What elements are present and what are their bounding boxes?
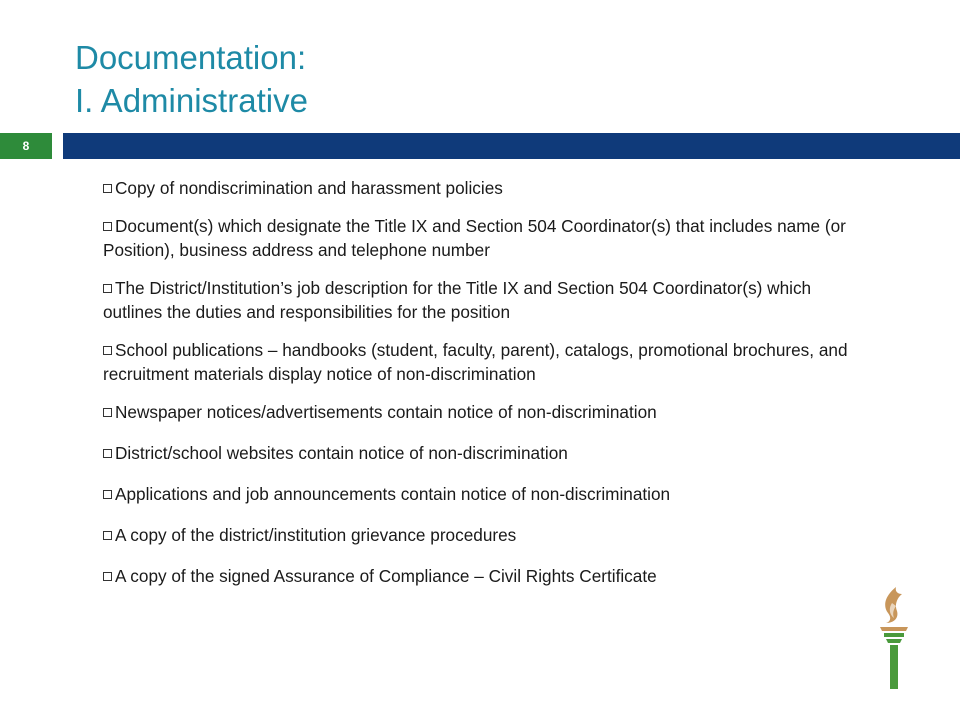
list-item [103, 338, 863, 386]
slide-title-line1: Documentation: [75, 39, 307, 76]
list-item [103, 276, 863, 324]
checkbox-square-icon [103, 222, 112, 231]
torch-band [884, 633, 904, 637]
list-item [103, 482, 863, 506]
header-rule-bar [63, 133, 960, 159]
list-item-text: School publications – handbooks (student, faculty, parent), catalogs, promotional brochures, and recruitment materials display notice of non-discrimination [103, 340, 848, 384]
slide-title [75, 36, 308, 122]
list-item [103, 523, 863, 547]
checkbox-square-icon [103, 284, 112, 293]
documentation-checklist [103, 176, 863, 602]
checkbox-square-icon [103, 572, 112, 581]
page-number-badge: 8 [0, 133, 52, 159]
torch-collar [886, 639, 902, 643]
list-item-text: A copy of the signed Assurance of Compliance – Civil Rights Certificate [115, 566, 657, 586]
list-item [103, 564, 863, 588]
list-item-text: The District/Institution’s job description for the Title IX and Section 504 Coordinator(s) which outlines the duties and responsibilities for the position [103, 278, 812, 322]
checkbox-square-icon [103, 490, 112, 499]
torch-icon [872, 585, 916, 691]
list-item [103, 214, 863, 262]
torch-handle [890, 645, 898, 689]
slide-title-line2: I. Administrative [75, 82, 308, 119]
checkbox-square-icon [103, 449, 112, 458]
checkbox-square-icon [103, 346, 112, 355]
list-item [103, 176, 863, 200]
list-item [103, 441, 863, 465]
list-item-text: Newspaper notices/advertisements contain notice of non-discrimination [115, 402, 657, 422]
checkbox-square-icon [103, 531, 112, 540]
list-item-text: Document(s) which designate the Title IX and Section 504 Coordinator(s) that includes name (or Position), business address and telephone number [103, 216, 846, 260]
torch-cup [880, 627, 908, 631]
list-item-text: A copy of the district/institution grievance procedures [115, 525, 517, 545]
list-item-text: District/school websites contain notice of non-discrimination [115, 443, 568, 463]
list-item [103, 400, 863, 424]
list-item-text: Applications and job announcements contain notice of non-discrimination [115, 484, 671, 504]
checkbox-square-icon [103, 408, 112, 417]
checkbox-square-icon [103, 184, 112, 193]
list-item-text: Copy of nondiscrimination and harassment policies [115, 178, 503, 198]
